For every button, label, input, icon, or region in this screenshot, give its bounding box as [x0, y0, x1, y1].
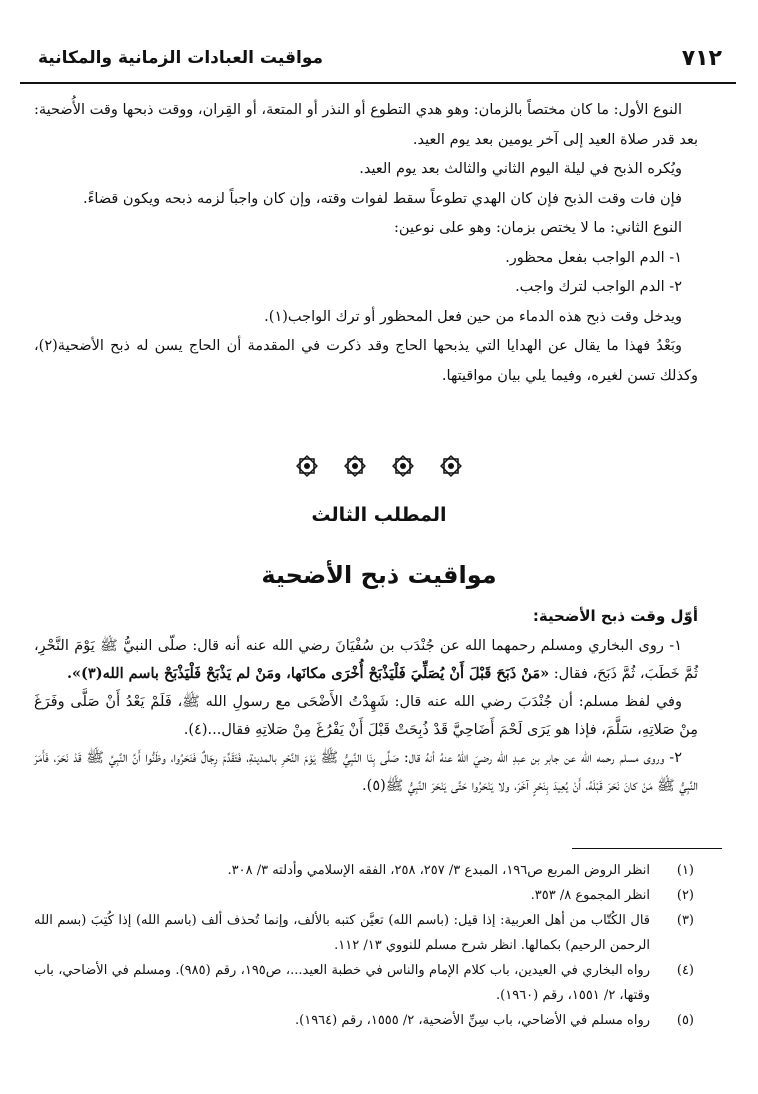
- section-divider: [0, 455, 758, 477]
- footnote: [34, 858, 694, 883]
- subheading: أوّل وقت ذبح الأضحية:: [532, 607, 698, 625]
- list-item: ١- الدم الواجب بفعل محظور.: [505, 249, 682, 266]
- section-title: المطلب الثالث: [311, 504, 447, 526]
- footnotes: [34, 858, 694, 1033]
- paragraph: ويُكره الذبح في ليلة اليوم الثاني والثالث بعد يوم العيد.: [359, 161, 682, 177]
- paragraph: النوع الثاني: ما لا يختص بزمان: وهو على نوعين:: [394, 220, 682, 236]
- paragraph: وبَعْدُ فهذا ما يقال عن الهدايا التي يذبحها الحاج وقد ذكرت في المقدمة أن الحاج يسن له ذبح الأضحية(٢)، وكذلك تسن لغيره، وفيما يلي بيان مواقيتها.: [34, 338, 698, 384]
- footnote: [34, 883, 694, 908]
- footnote-text: رواه البخاري في العيدين، باب كلام الإمام والناس في خطبة العيد...، ص١٩٥، رقم (٩٨٥). ومسلم في الأضاحي، باب وقتها، ٢/ ١٥٥١، رقم (١٩٦٠).: [34, 963, 650, 1003]
- footnote-text: رواه مسلم في الأضاحي، باب سِنِّ الأضحية، ٢/ ١٥٥٥، رقم (١٩٦٤).: [295, 1013, 650, 1028]
- footnote: [34, 1008, 694, 1033]
- ornament-icon: [296, 455, 318, 477]
- paragraph: النوع الأول: ما كان مختصاً بالزمان: وهو هدي التطوع أو النذر أو المتعة، أو القِران، ووقت ذبحها وقت الأُضحية: بعد قدر صلاة العيد إلى آخر يومين بعد يوم العيد.: [34, 102, 698, 148]
- paragraph: ويدخل وقت ذبح هذه الدماء من حين فعل المحظور أو ترك الواجب(١).: [264, 308, 682, 325]
- ornament-icon: [392, 455, 414, 477]
- running-title: مواقيت العبادات الزمانية والمكانية: [38, 48, 323, 68]
- footnote-text: انظر المجموع ٨/ ٣٥٣.: [530, 888, 650, 903]
- footnote-number: (٣): [676, 913, 694, 928]
- footnote-text: انظر الروض المربع ص١٩٦، المبدع ٣/ ٢٥٧، ٢٥٨، الفقه الإسلامي وأدلته ٣/ ٣٠٨.: [227, 863, 650, 878]
- ornament-icon: [440, 455, 462, 477]
- list-item: ٢- الدم الواجب لترك واجب.: [515, 279, 682, 295]
- paragraph: فإن فات وقت الذبح فإن كان الهدي تطوعاً سقط لفوات وقته، وإن كان واجباً لزمه ذبحه ويكون قضاءً.: [82, 190, 682, 207]
- footnote-number: (٥): [676, 1013, 694, 1028]
- hadith-paragraph: [34, 632, 698, 688]
- page-number: ٧١٢: [681, 46, 722, 71]
- hadith-paragraph: ٢- وروى مسلم رحمه الله عن جابر بن عبدِ الله رضيَ اللهُ عنهُ أنهُ قال: صَلَّى بِنَا النَّبِيُّ ﷺ يَوْمَ النَّحْرِ بالمدينةِ، فَتَقَدَّمَ رِجَالٌ فَنَحَرُوا، وظَنُّوا أَنَّ النَّبِيَّ ﷺ قَدْ نَحَرَ، فَأَمَرَ النَّبِيُّ ﷺ مَنْ كانَ نَحَرَ قَبْلَهُ، أَنْ يُعِيدَ بِنَحْرٍ آخَرَ، ولا يَنْحَرُوا حَتَّى يَنْحَرَ النَّبِيُّ ﷺ(٥).: [34, 750, 698, 794]
- hadith-intro: ١- روى البخاري ومسلم رحمهما الله عن جُنْدَب بن سُفْيَانَ رضي الله عنه أنه قال: صلّى النبيُّ ﷺ يَوْمَ النَّحْرِ، ثُمَّ خَطَبَ، ثُمَّ ذَبَحَ، فقال:: [34, 638, 698, 682]
- footnote: [34, 958, 694, 1008]
- body-text: [34, 96, 698, 391]
- footnote-number: (٢): [676, 888, 694, 903]
- footnote-text: قال الكُتّاب من أهل العربية: إذا قيل: (باسم الله) تعيَّن كتبه بالألف، وإنما تُحذف ألف (باسم الله) إذا كُتِبَ (بسم الله الرحمن الرحيم) بكمالها. انظر شرح مسلم للنووي ١٣/ ١١٢.: [34, 913, 651, 953]
- footnote-separator: [572, 848, 722, 849]
- footnote: [34, 908, 694, 958]
- footnote-number: (١): [676, 863, 694, 878]
- footnote-number: (٤): [676, 963, 694, 978]
- hadith-paragraph: وفي لفظ مسلم: أن جُنْدَبَ رضي الله عنه قال: شَهِدْتُ الأَضْحَى مع رسولِ الله ﷺ، فَلَمْ يَعْدُ أَنْ صَلَّى وفَرَغَ مِنْ صَلاتِهِ، سَلَّمَ، فإذا هو يَرَى لَحْمَ أَضَاحِيَّ قَدْ ذُبِحَتْ قَبْلَ أَنْ يَفْرُغَ مِنْ صَلاتِهِ فقال...(٤).: [34, 694, 698, 738]
- ornament-icon: [344, 455, 366, 477]
- chapter-title: مواقيت ذبح الأضحية: [261, 561, 497, 589]
- section-body: [34, 602, 698, 800]
- page-header: [20, 38, 736, 84]
- hadith-quote: «مَنْ ذَبَحَ قَبْلَ أَنْ يُصَلِّيَ فَلْيَذْبَحْ أُخْرَى مكانَها، ومَنْ لم يَذْبَحْ فَلْيَذْبَحْ باسم الله(٣)».: [66, 665, 550, 682]
